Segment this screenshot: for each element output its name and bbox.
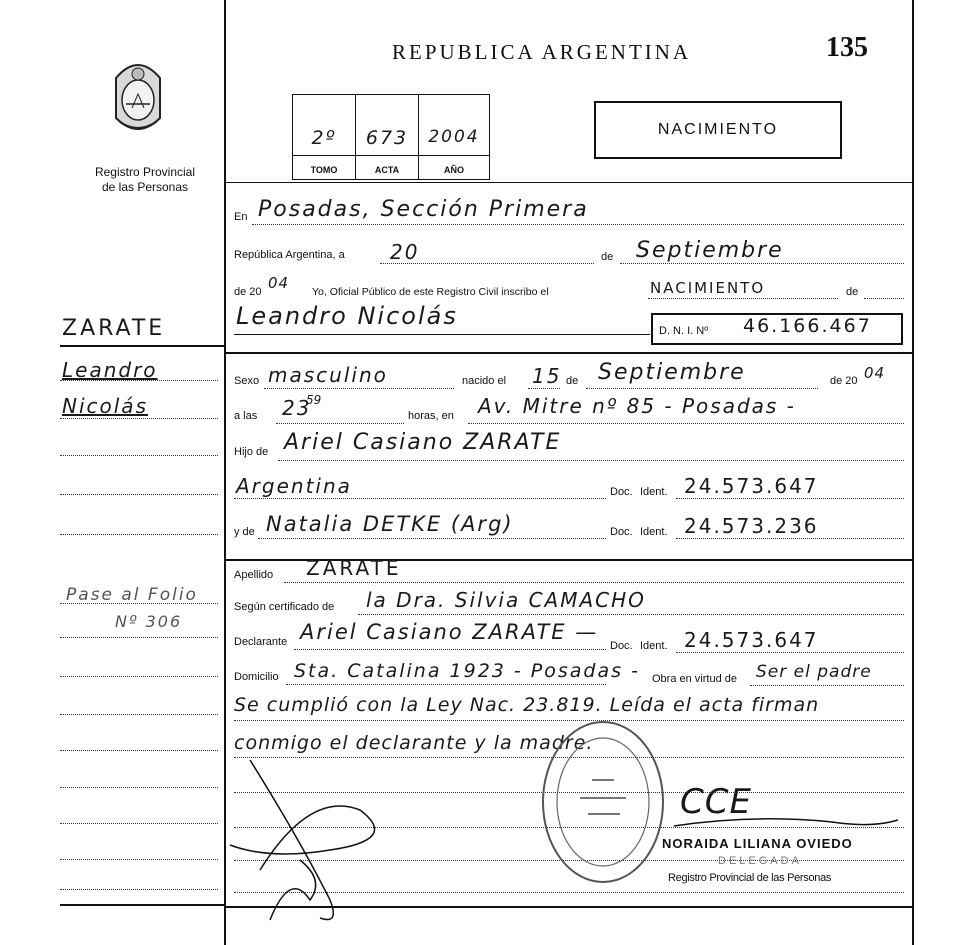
tomo-value: 2º [311,127,337,149]
dni-box [651,313,903,345]
certificado-label: Según certificado de [234,601,335,613]
domicilio-label: Domicilio [234,671,279,683]
de3-label: de [566,375,579,387]
sidebar-footer-divider [60,904,225,906]
place-line [468,423,904,424]
en-value: Posadas, Sección Primera [258,197,589,222]
ident-label-3: Ident. [640,640,668,652]
birth-day: 15 [532,364,562,388]
birth-year: 04 [864,364,886,382]
sidebar-line [60,603,218,604]
sidebar-note-line-1: Pase al Folio [66,585,198,605]
acta-label: ACTA [374,165,400,175]
sidebar-line [60,750,218,751]
de-label: de [601,251,614,263]
yde-label: y de [234,526,255,538]
record-type-box: NACIMIENTO [594,101,842,159]
en-line [252,224,904,225]
certificado-value: la Dra. Silvia CAMACHO [366,588,646,612]
father-doc: 24.573.647 [684,474,819,498]
official-round-stamp [540,718,666,886]
inscribo-value: NACIMIENTO [650,279,766,297]
doc-label: Doc. [610,486,633,498]
registry-line-1: Registro Provincial [94,165,196,179]
sidebar-name-divider [60,345,225,347]
de2-line [864,298,904,299]
declarante-doc-line [676,652,904,653]
officer-initials-signature: CCE [680,782,752,822]
coat-of-arms-logo [106,48,170,144]
domicilio-line [286,684,606,685]
child-name: Leandro Nicolás [236,302,458,330]
sidebar-line [60,455,218,456]
mother-doc-line [676,538,904,539]
mother-name: Natalia DETKE (Arg) [266,512,514,536]
republica-label: República Argentina, a [234,249,345,261]
de2-label: de [846,286,859,298]
folio-number: 135 [826,32,868,63]
dni-value: 46.166.467 [743,315,872,337]
sexo-label: Sexo [234,375,260,387]
apellido-value: ZARATE [306,556,402,580]
declarante-value: Ariel Casiano ZARATE — [300,620,599,644]
right-margin-rule [912,0,914,945]
year-value: 04 [268,274,290,292]
tomo-label: TOMO [310,165,338,175]
observations-line-2: conmigo el declarante y la madre. [234,732,594,754]
sidebar-given-name-2: Nicolás [62,394,148,418]
declarante-label: Declarante [234,636,288,648]
birth-day-line [528,388,560,389]
apellido-label: Apellido [234,569,274,581]
obra-line [750,685,904,686]
birth-month: Septiembre [598,360,746,385]
father-doc-line [676,498,904,499]
alas-label: a las [234,410,258,422]
sidebar-line [60,859,218,860]
declarant-signature [210,750,410,930]
de20-label: de 20 [830,375,858,387]
ano-label: AÑO [444,165,464,175]
acta-value: 673 [365,127,409,149]
father-name: Ariel Casiano ZARATE [284,430,562,455]
registry-name [60,165,230,195]
sidebar-line [60,823,218,824]
sidebar-line [60,380,218,381]
tomo-cell [293,95,356,179]
nacido-label: nacido el [462,375,507,387]
month-line [620,263,904,264]
year-prefix: de 20 [234,286,262,298]
en-label: En [234,211,248,223]
registry-line-2: de las Personas [101,180,189,194]
sidebar-given-name-1: Leandro [62,358,158,382]
section-divider-top [224,352,914,354]
place-value: Av. Mitre nº 85 - Posadas - [478,394,796,418]
birth-month-line [586,388,818,389]
officer-role: DELEGADA [718,855,802,867]
time-line [276,423,404,424]
acta-cell [356,95,419,179]
domicilio-value: Sta. Catalina 1923 - Posadas - [294,660,640,682]
doc-label-3: Doc. [610,640,633,652]
declarante-doc: 24.573.647 [684,628,819,652]
sidebar-surname: ZARATE [62,316,166,341]
horas-label: horas, en [408,410,454,422]
ident-label-2: Ident. [640,526,668,538]
mother-doc: 24.573.236 [684,514,819,538]
sidebar-line [60,787,218,788]
obra-value: Ser el padre [756,662,872,682]
ident-label: Ident. [640,486,668,498]
sidebar-note-line-2: Nº 306 [115,612,183,631]
mother-name-line [258,538,606,539]
doc-label-2: Doc. [610,526,633,538]
sidebar-line [60,637,218,638]
sidebar-line [60,418,218,419]
apellido-line [284,582,904,583]
ano-cell [419,95,489,179]
signature-flourish [672,812,902,838]
officer-office: Registro Provincial de las Personas [668,872,832,884]
child-name-line [234,334,650,335]
declarante-line [294,649,606,650]
day-value: 20 [390,240,420,264]
page-title: REPUBLICA ARGENTINA [392,40,692,64]
sidebar-line [60,889,218,890]
time-value: 23 [282,396,312,420]
month-value: Septiembre [636,238,784,263]
sexo-line [264,388,454,389]
obra-label: Obra en virtud de [652,673,737,685]
header-divider [224,182,914,183]
dni-label: D. N. I. Nº [659,325,709,337]
sidebar-line [60,494,218,495]
inscribo-line [648,298,838,299]
sidebar-line [60,676,218,677]
sexo-value: masculino [268,363,388,387]
father-name-line [278,460,904,461]
time-minutes: 59 [306,393,322,407]
certificado-line [358,614,904,615]
sidebar-line [60,534,218,535]
ano-value: 2004 [428,127,480,147]
father-nationality: Argentina [236,474,352,498]
book-reference-table [292,94,490,180]
hijo-label: Hijo de [234,446,269,458]
observations-line-1: Se cumplió con la Ley Nac. 23.819. Leída el acta firman [234,694,820,716]
father-nat-line [234,498,606,499]
officer-statement: Yo, Oficial Público de este Registro Civil inscribo el [312,286,549,298]
sidebar-line [60,714,218,715]
officer-name: NORAIDA LILIANA OVIEDO [662,836,853,851]
